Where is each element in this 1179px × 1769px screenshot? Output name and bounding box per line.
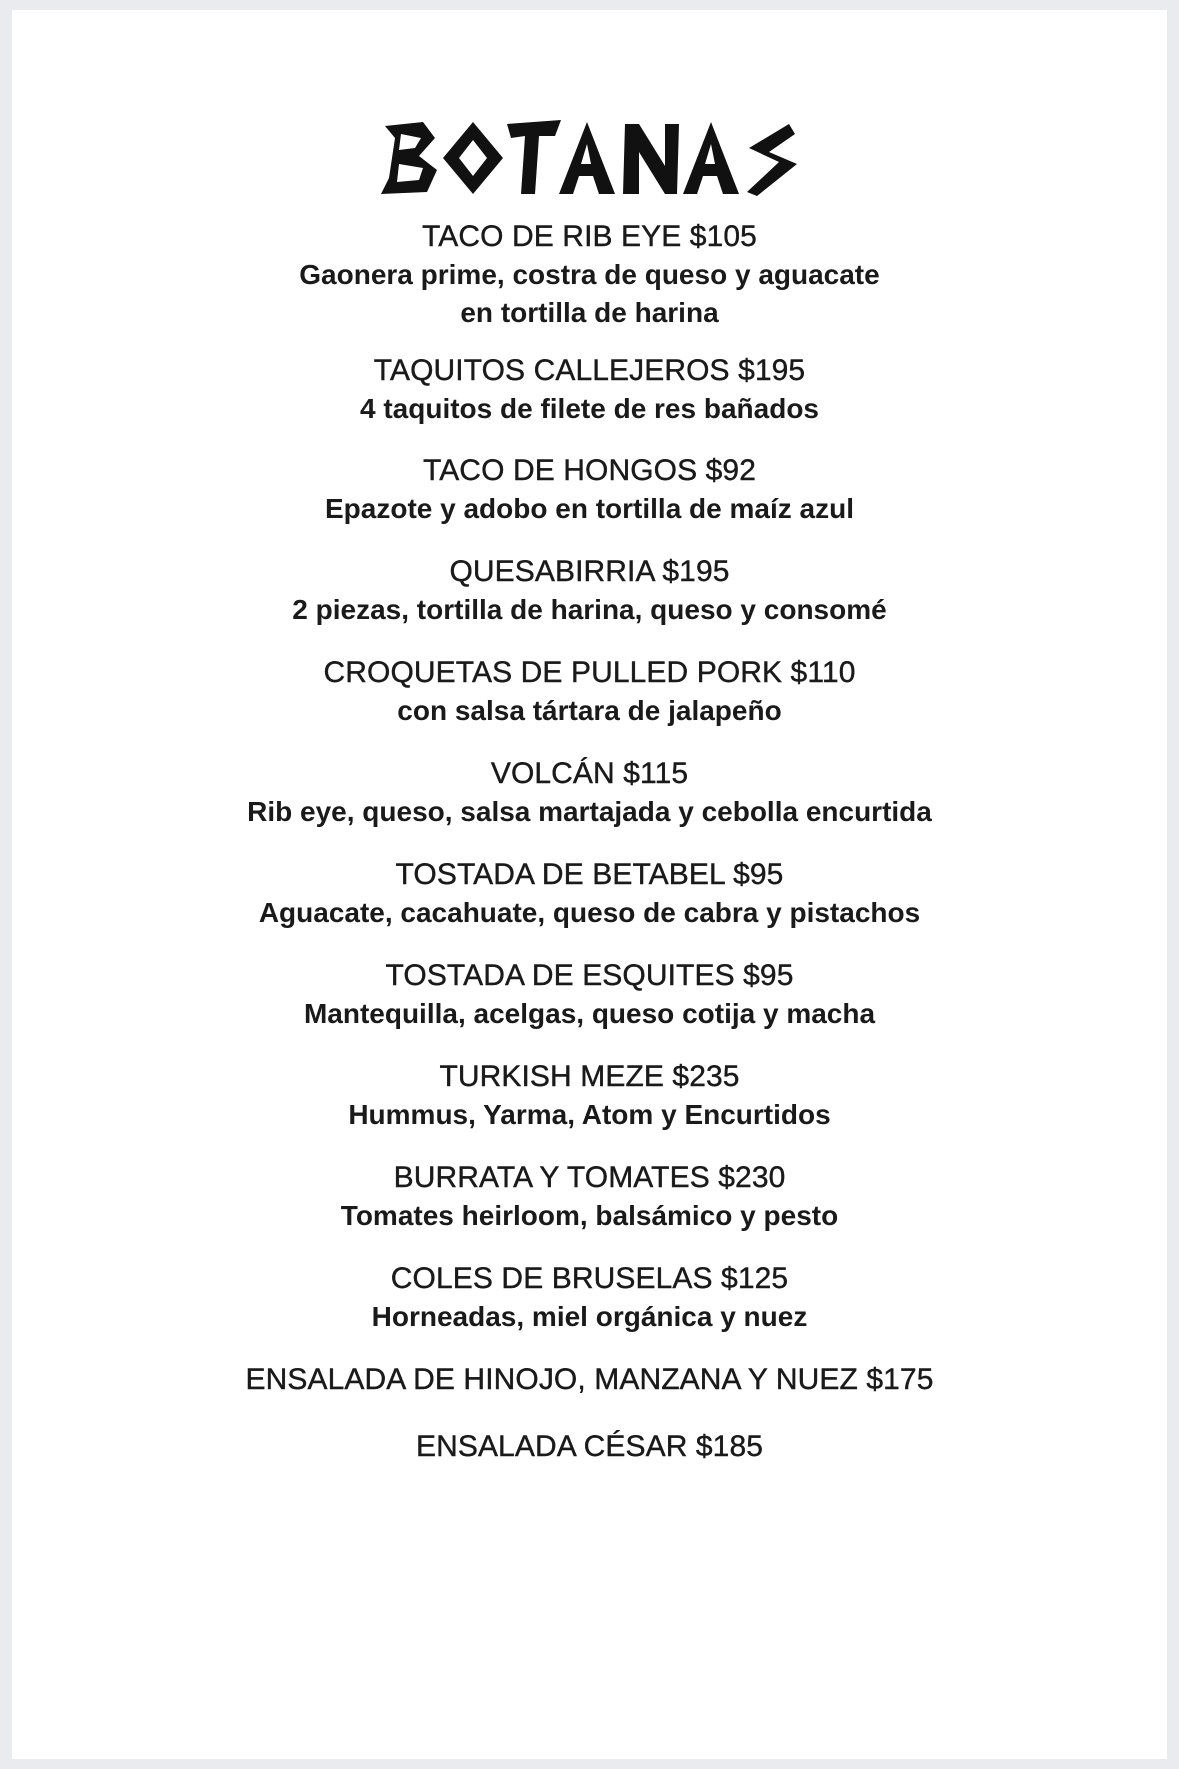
item-description: Gaonera prime, costra de queso y aguacate (299, 259, 880, 290)
menu-item (12, 1361, 1167, 1399)
menu-item (12, 352, 1167, 428)
menu-item (12, 755, 1167, 831)
menu-item (12, 452, 1167, 528)
item-description: Horneadas, miel orgánica y nuez (371, 1301, 808, 1332)
item-description: Tomates heirloom, balsámico y pesto (340, 1200, 839, 1231)
item-name: TOSTADA DE BETABEL $95 (395, 858, 784, 891)
menu-item (12, 1428, 1167, 1466)
item-name: TOSTADA DE ESQUITES $95 (385, 959, 794, 992)
item-name: CROQUETAS DE PULLED PORK $110 (323, 656, 856, 689)
item-description: Epazote y adobo en tortilla de maíz azul (325, 493, 854, 524)
item-name: BURRATA Y TOMATES $230 (393, 1161, 786, 1194)
item-name: ENSALADA CÉSAR $185 (415, 1430, 764, 1463)
menu-item (12, 1159, 1167, 1235)
item-description: en tortilla de harina (460, 297, 719, 328)
menu-item (12, 957, 1167, 1033)
menu-item (12, 856, 1167, 932)
item-name: TACO DE HONGOS $92 (423, 454, 756, 487)
item-description: con salsa tártara de jalapeño (397, 695, 782, 726)
item-description: Rib eye, queso, salsa martajada y cebolla encurtida (247, 796, 932, 827)
item-description: Mantequilla, acelgas, queso cotija y macha (303, 998, 876, 1029)
item-name: TURKISH MEZE $235 (439, 1060, 740, 1093)
item-name: TAQUITOS CALLEJEROS $195 (373, 354, 806, 387)
menu-item (12, 1260, 1167, 1336)
menu-item (12, 1058, 1167, 1134)
menu-title (12, 118, 1167, 203)
menu-page (12, 10, 1167, 1759)
item-name: ENSALADA DE HINOJO, MANZANA Y NUEZ $175 (245, 1363, 934, 1396)
item-description: Aguacate, cacahuate, queso de cabra y pistachos (258, 897, 921, 928)
item-name: VOLCÁN $115 (490, 757, 689, 790)
menu-item (12, 654, 1167, 730)
item-name: TACO DE RIB EYE $105 (422, 220, 757, 253)
botanas-title-lettering (375, 118, 805, 198)
item-description: 4 taquitos de filete de res bañados (359, 393, 819, 424)
item-description: Hummus, Yarma, Atom y Encurtidos (348, 1099, 831, 1130)
item-name: QUESABIRRIA $195 (449, 555, 730, 588)
menu-item (12, 553, 1167, 629)
item-name: COLES DE BRUSELAS $125 (390, 1262, 789, 1295)
item-description: 2 piezas, tortilla de harina, queso y consomé (292, 594, 887, 625)
menu-item (12, 218, 1167, 332)
